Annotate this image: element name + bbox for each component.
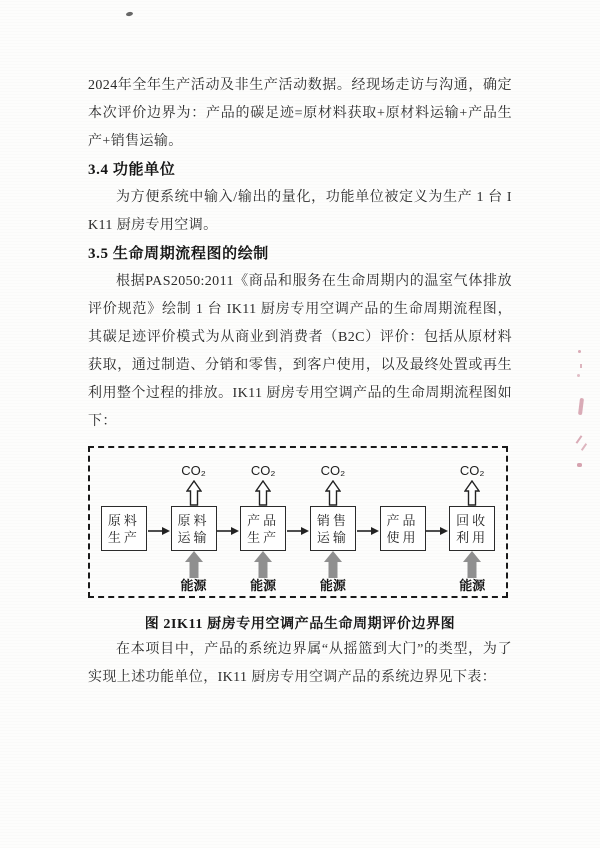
stage-box — [449, 506, 495, 551]
co2-slot — [448, 450, 496, 506]
flow-right-arrow-icon — [357, 526, 379, 536]
flow-right-arrow-icon — [148, 526, 170, 536]
figure-caption: 图 2IK11 厨房专用空调产品生命周期评价边界图 — [144, 617, 456, 632]
paragraph-functional-unit: 为方便系统中输入/输出的量化，功能单位被定义为生产 1 台 IK11 厨房专用空调。 — [88, 190, 512, 233]
energy-up-arrow-icon — [185, 551, 203, 578]
energy-slot-empty — [100, 551, 148, 594]
co2-slot-empty — [100, 450, 148, 506]
stage-label: 产品使用 — [386, 512, 419, 545]
stage-raw-material-transport — [170, 450, 218, 594]
energy-up-arrow-icon — [324, 551, 342, 578]
pink-mark — [577, 374, 580, 377]
ink-smudge — [126, 11, 134, 16]
co2-up-arrow-icon — [464, 480, 480, 506]
co2-up-arrow-icon — [325, 480, 341, 506]
co2-slot — [309, 450, 357, 506]
co2-up-arrow-icon — [186, 480, 202, 506]
energy-slot — [309, 551, 357, 594]
stage-box — [380, 506, 426, 551]
pink-mark — [580, 364, 582, 368]
stage-box — [240, 506, 286, 551]
stage-label: 产品生产 — [247, 512, 280, 545]
pink-mark — [578, 398, 584, 415]
energy-label: 能源 — [319, 578, 346, 594]
co2-up-arrow-icon — [255, 480, 271, 506]
stage-product-use — [379, 450, 427, 594]
co2-slot — [239, 450, 287, 506]
energy-label: 能源 — [180, 578, 207, 594]
energy-slot — [170, 551, 218, 594]
stage-label: 销售运输 — [316, 512, 349, 545]
stage-box — [171, 506, 217, 551]
energy-up-arrow-icon — [463, 551, 481, 578]
energy-label: 能源 — [250, 578, 277, 594]
pink-mark — [578, 350, 581, 353]
paragraph-lifecycle-flowchart: 根据PAS2050:2011《商品和服务在生命周期内的温室气体排放评价规范》绘制 1 台 IK11 厨房专用空调产品的生命周期流程图，其碳足迹评价模式为从商业到消费者（B2C）评价：包括从原材料获取，通过制造、分销和零售，到客户使用，以及最终处置或再生利用整个过程的排放。IK11 厨房专用空调产品的生命周期流程图如下： — [88, 274, 512, 429]
section-heading-3-5: 3.5 生命周期流程图的绘制 — [88, 246, 269, 262]
flow-right-arrow-icon — [426, 526, 448, 536]
stage-raw-material-production — [100, 450, 148, 594]
co2-slot — [170, 450, 218, 506]
paragraph-evaluation-boundary: 2024年全年生产活动及非生产活动数据。经现场走访与沟通，确定本次评价边界为：产品的碳足迹=原材料获取+原材料运输+产品生产+销售运输。 — [88, 78, 512, 149]
energy-slot — [239, 551, 287, 594]
flow-right-arrow-icon — [287, 526, 309, 536]
co2-label: CO₂ — [320, 463, 346, 479]
lifecycle-boundary-diagram — [88, 446, 508, 598]
stage-label: 原料生产 — [107, 512, 140, 545]
flow-right-arrow-icon — [217, 526, 239, 536]
co2-label: CO₂ — [250, 463, 276, 479]
energy-slot-empty — [379, 551, 427, 594]
co2-label: CO₂ — [181, 463, 206, 479]
stage-box — [101, 506, 147, 551]
stage-box — [310, 506, 356, 551]
energy-label: 能源 — [459, 578, 486, 594]
energy-slot — [448, 551, 496, 594]
stage-product-production — [239, 450, 287, 594]
stage-sales-transport — [309, 450, 357, 594]
paragraph-system-boundary: 在本项目中，产品的系统边界属“从摇篮到大门”的类型，为了实现上述功能单位，IK11 厨房专用空调产品的系统边界见下表： — [88, 642, 512, 685]
stage-recycling — [448, 450, 496, 594]
co2-label: CO₂ — [459, 463, 485, 479]
section-heading-3-4: 3.4 功能单位 — [88, 162, 176, 178]
pink-mark — [577, 463, 582, 467]
document-content — [88, 72, 512, 692]
stage-label: 原料运输 — [177, 512, 210, 545]
co2-slot-empty — [379, 450, 427, 506]
energy-up-arrow-icon — [254, 551, 272, 578]
stage-label: 回收利用 — [456, 512, 489, 545]
pink-mark — [576, 435, 583, 444]
pink-mark — [581, 443, 587, 451]
